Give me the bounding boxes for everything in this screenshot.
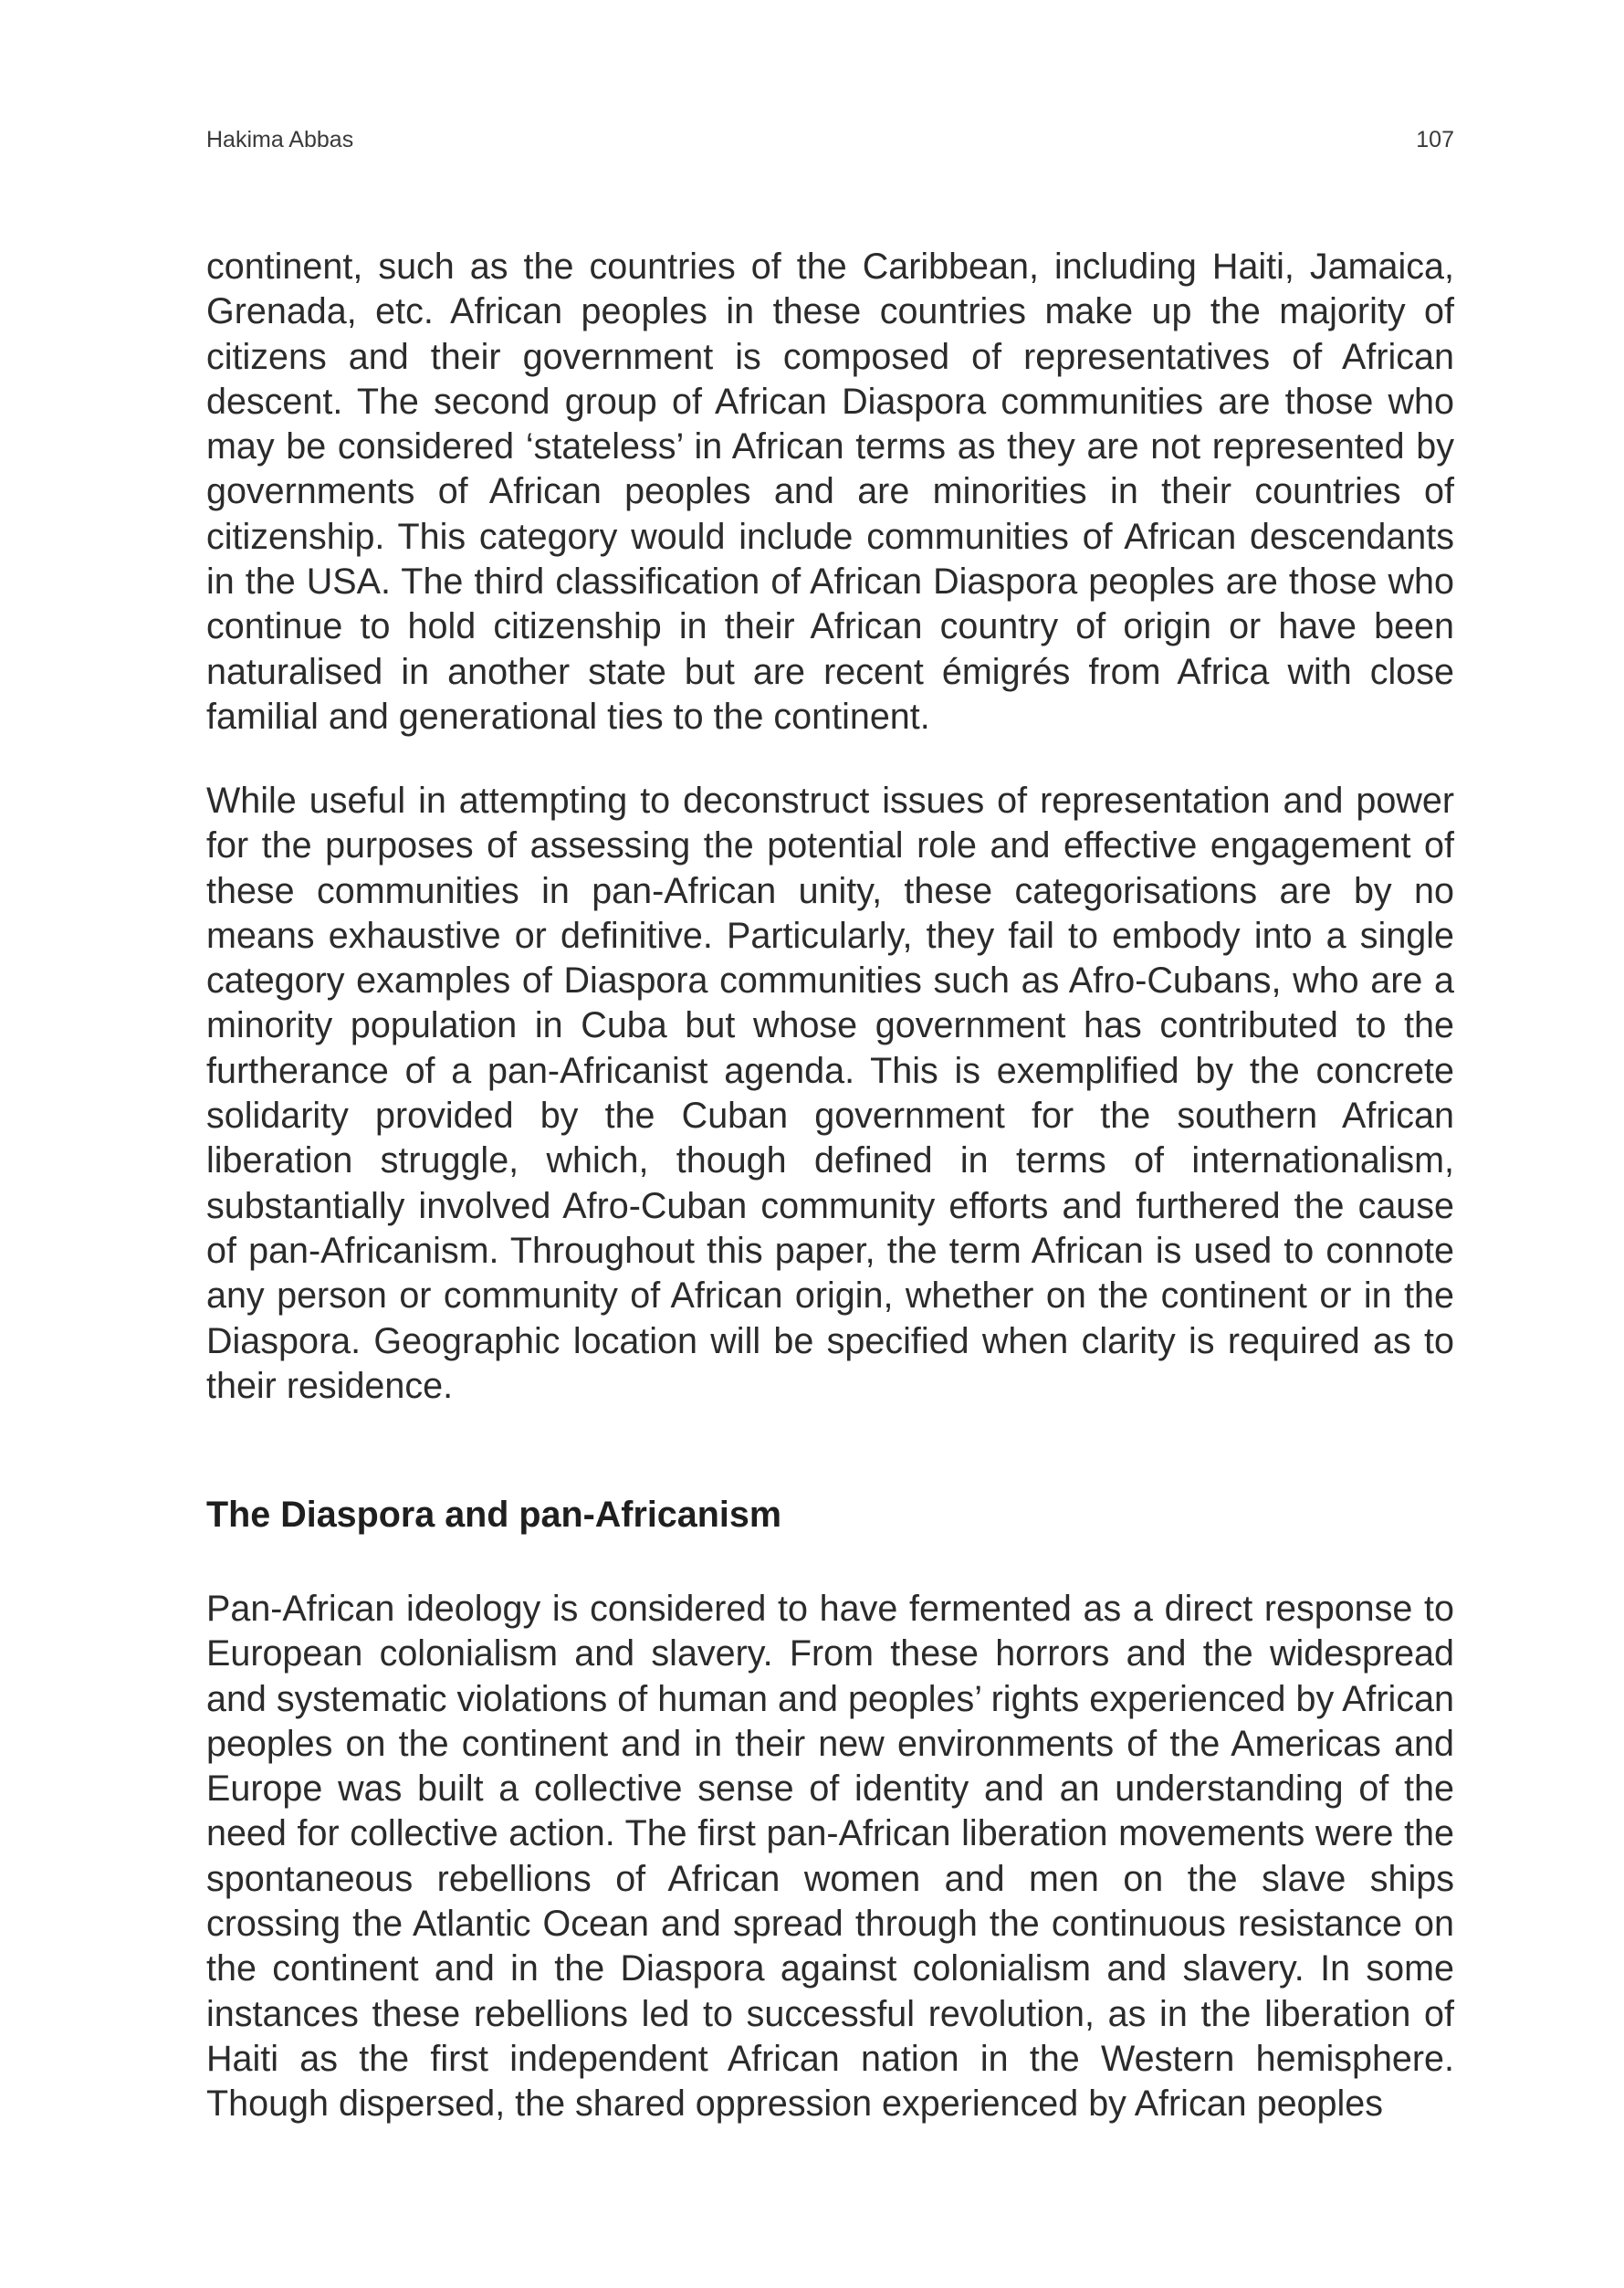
page-number: 107 <box>1416 127 1454 152</box>
header-author: Hakima Abbas <box>206 127 354 152</box>
running-header <box>206 121 1454 158</box>
body-paragraph-2: While useful in attempting to deconstruct issues of representation and power for the purposes of assessing the potential role and effective engagement of these communities in pan-African unity, these categorisations are by no means exhaustive or definitive. Particularly, they fail to embody into a single category examples of Diaspora communities such as Afro-Cubans, who are a minority population in Cuba but whose government has contributed to the furtherance of a pan-Africanist agenda. This is exemplified by the concrete solidarity provided by the Cuban government for the southern African liberation struggle, which, though defined in terms of internationalism, substantially involved Afro-Cuban community efforts and furthered the cause of pan-Africanism. Throughout this paper, the term African is used to connote any person or community of African origin, whether on the continent or in the Diaspora. Geographic location will be specified when clarity is required as to their residence. <box>206 781 1454 1406</box>
body-paragraph-1: continent, such as the countries of the Caribbean, including Haiti, Jamaica, Grenada, etc. African peoples in these countries make up the majority of citizens and their government is composed of representatives of African descent. The second group of African Diaspora communities are those who may be considered ‘stateless’ in African terms as they are not represented by governments of African peoples and are minorities in their countries of citizenship. This category would include communities of African descendants in the USA. The third classification of African Diaspora peoples are those who continue to hold citizenship in their African country of origin or have been naturalised in another state but are recent émigrés from Africa with close familial and generational ties to the continent. <box>206 247 1454 737</box>
section-heading: The Diaspora and pan-Africanism <box>206 1495 781 1535</box>
body-paragraph-3: Pan-African ideology is considered to have fermented as a direct response to European colonialism and slavery. From these horrors and the widespread and systematic violations of human and peoples’ rights experienced by African peoples on the continent and in their new environments of the Americas and Europe was built a collective sense of identity and an understanding of the need for collective action. The first pan-African liberation movements were the spontaneous rebellions of African women and men on the slave ships crossing the Atlantic Ocean and spread through the continuous resistance on the continent and in the Diaspora against colonialism and slavery. In some instances these rebellions led to successful revolution, as in the liberation of Haiti as the first independent African nation in the Western hemisphere. Though dispersed, the shared oppression experienced by African peoples <box>206 1589 1454 2125</box>
